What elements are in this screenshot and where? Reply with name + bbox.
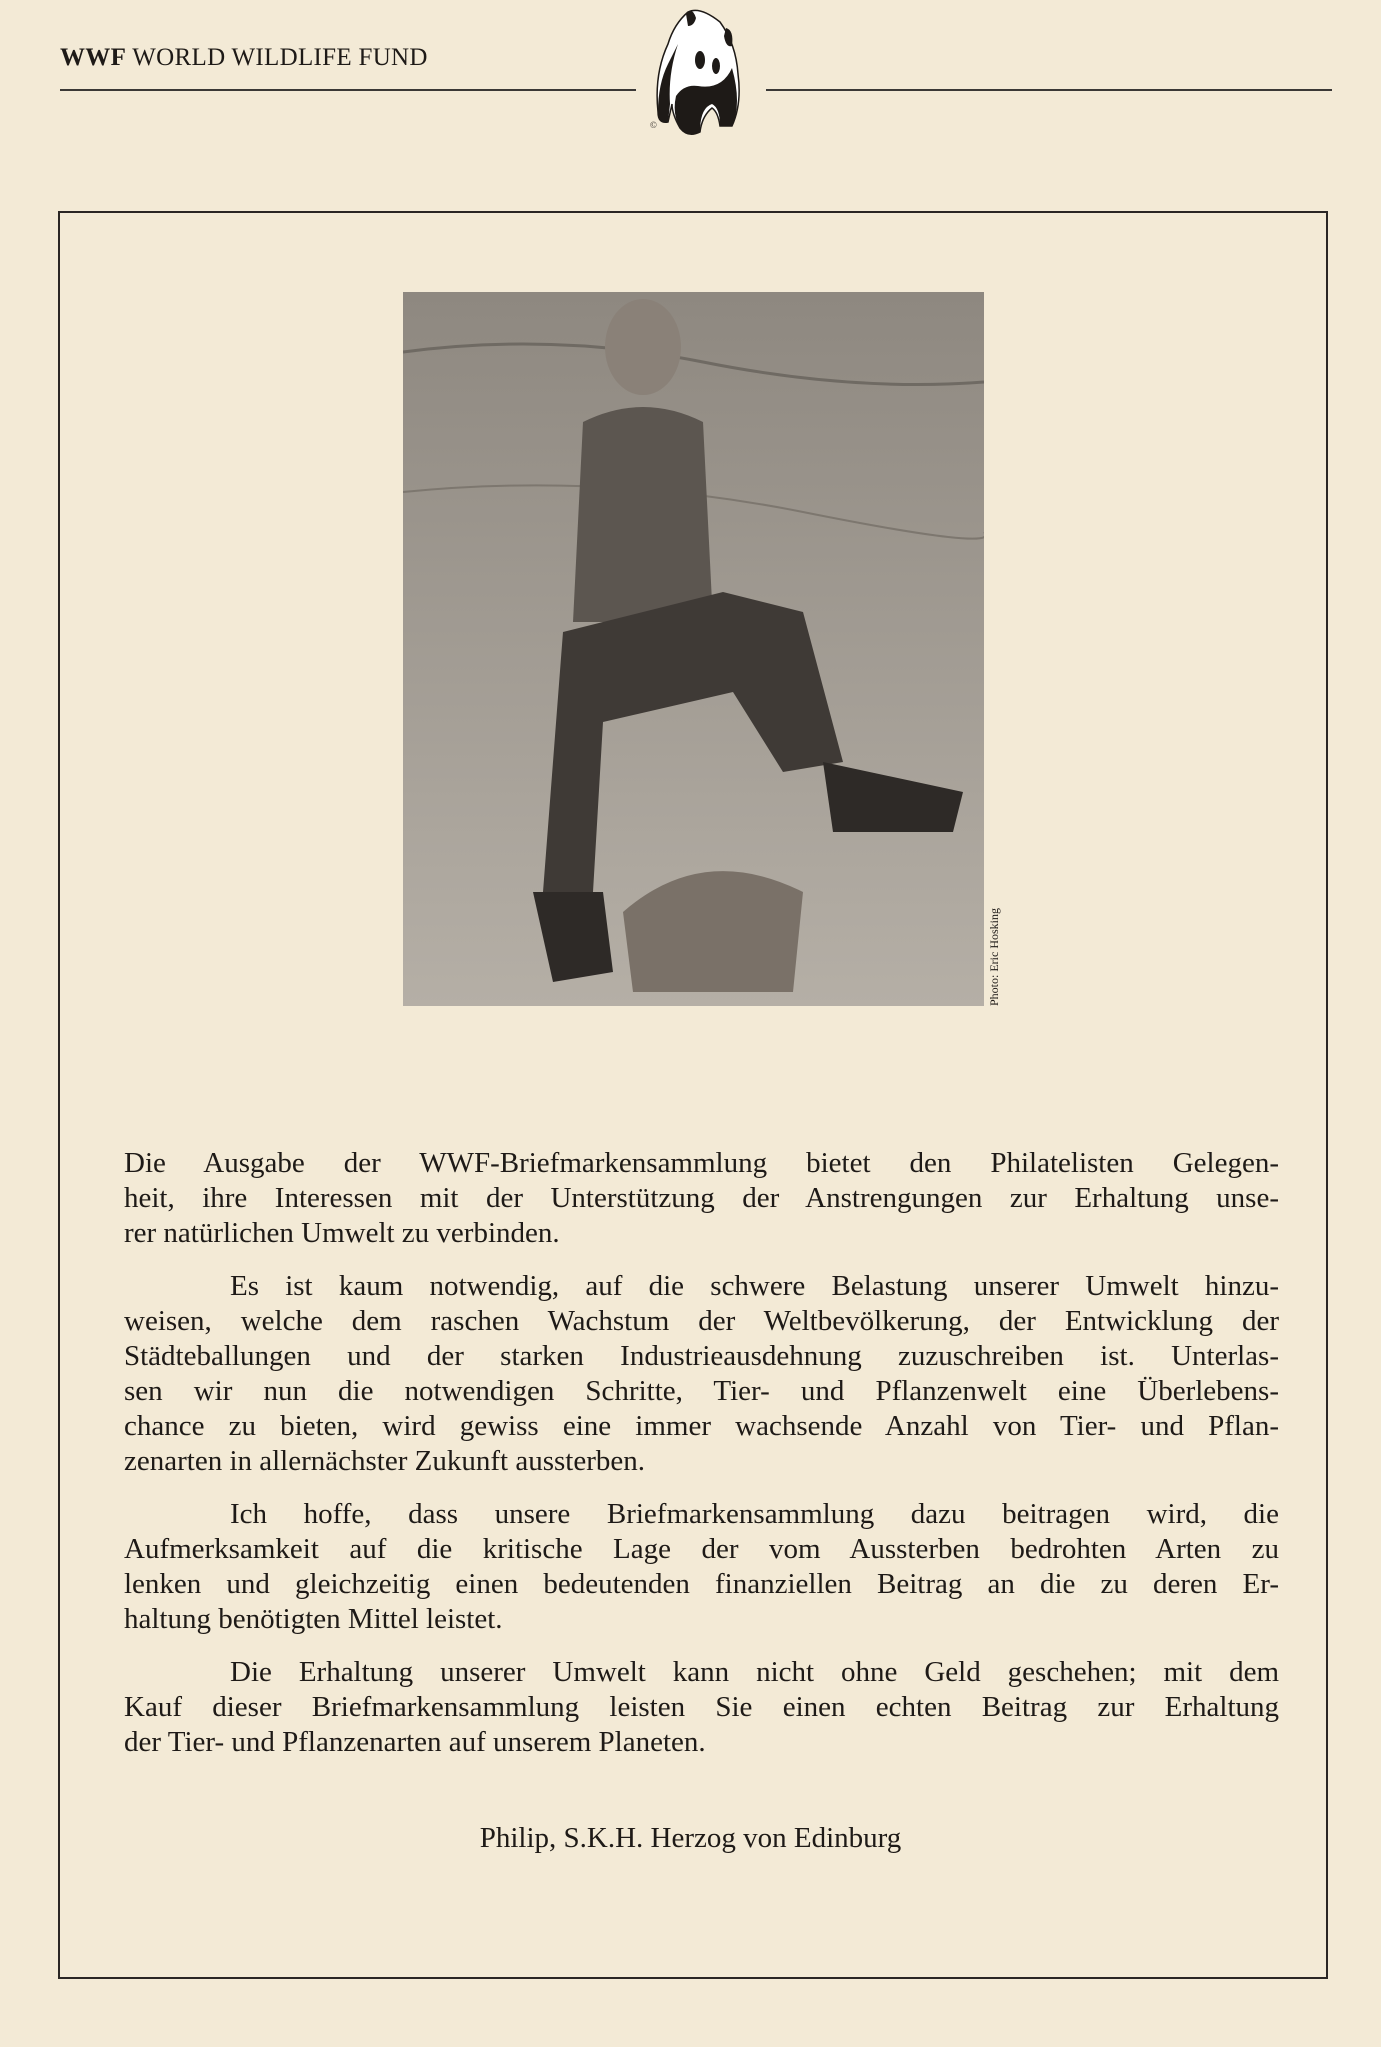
text-line: heit, ihre Interessen mit der Unterstützung der Anstrengungen zur Erhaltung unse-: [124, 1182, 1279, 1214]
org-abbr: WWF: [60, 44, 127, 71]
copyright-mark: ©: [650, 120, 657, 130]
text-line: Ich hoffe, dass unsere Briefmarkensammlung dazu beitragen wird, die: [230, 1498, 1279, 1530]
photo-credit: Photo: Eric Hosking: [987, 908, 1001, 1006]
org-header: [60, 44, 428, 72]
text-line: lenken und gleichzeitig einen bedeutenden finanziellen Beitrag an die zu deren Er-: [124, 1568, 1279, 1600]
text-line: Es ist kaum notwendig, auf die schwere Belastung unserer Umwelt hinzu-: [230, 1270, 1279, 1302]
text-line: zenarten in allernächster Zukunft aussterben.: [124, 1445, 645, 1477]
panda-logo-icon: [628, 4, 768, 138]
header-rule-right: [766, 89, 1332, 91]
signature: Philip, S.K.H. Herzog von Edinburg: [479, 1822, 902, 1854]
text-line: Die Erhaltung unserer Umwelt kann nicht ohne Geld geschehen; mit dem: [230, 1656, 1279, 1688]
text-line: rer natürlichen Umwelt zu verbinden.: [124, 1217, 560, 1249]
paragraph: [124, 1146, 1279, 1251]
text-line: sen wir nun die notwendigen Schritte, Tier- und Pflanzenwelt eine Überlebens-: [124, 1375, 1279, 1407]
org-name: WORLD WILDLIFE FUND: [132, 44, 428, 71]
text-line: Die Ausgabe der WWF-Briefmarkensammlung bietet den Philatelisten Gelegen-: [124, 1147, 1279, 1179]
paragraph: [124, 1497, 1279, 1637]
paragraph: [124, 1269, 1279, 1479]
portrait-photo: [403, 292, 984, 1006]
header-rule-left: [60, 89, 636, 91]
text-line: weisen, welche dem raschen Wachstum der Weltbevölkerung, der Entwicklung der: [124, 1305, 1279, 1337]
text-line: Aufmerksamkeit auf die kritische Lage der vom Aussterben bedrohten Arten zu: [124, 1533, 1279, 1565]
paragraph: [124, 1655, 1279, 1760]
text-line: haltung benötigten Mittel leistet.: [124, 1603, 503, 1635]
text-line: chance zu bieten, wird gewiss eine immer wachsende Anzahl von Tier- und Pflan-: [124, 1410, 1279, 1442]
letter-body: [124, 1146, 1279, 1778]
text-line: der Tier- und Pflanzenarten auf unserem Planeten.: [124, 1726, 706, 1758]
text-line: Kauf dieser Briefmarkensammlung leisten Sie einen echten Beitrag zur Erhaltung: [124, 1691, 1279, 1723]
text-line: Städteballungen und der starken Industrieausdehnung zuzuschreiben ist. Unterlas-: [124, 1340, 1279, 1372]
